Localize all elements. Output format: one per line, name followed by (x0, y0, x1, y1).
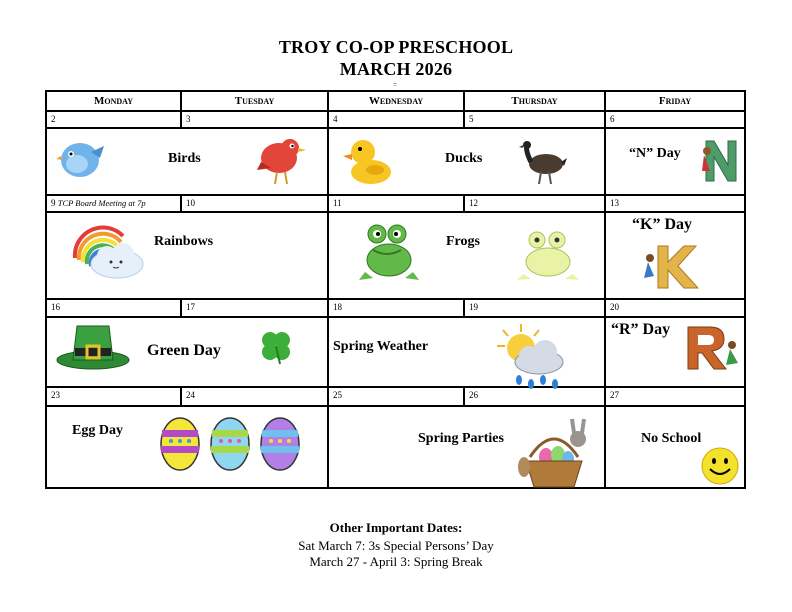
clover-icon (258, 328, 294, 366)
grid-line (604, 90, 606, 489)
grid-line (45, 194, 746, 196)
calendar-month: MARCH 2026 (339, 59, 453, 79)
date-number: 4 (333, 114, 338, 124)
red-bird-icon (257, 134, 307, 188)
easter-egg-icon (159, 416, 201, 472)
grid-line (45, 405, 746, 407)
theme-green-day: Green Day (147, 342, 221, 359)
letter-n-icon (698, 137, 742, 185)
grid-line (463, 110, 465, 129)
grid-line (45, 487, 746, 489)
rainbow-cloud-icon (71, 218, 147, 280)
important-dates-heading: Other Important Dates: (329, 520, 463, 535)
theme-no-school: No School (641, 431, 702, 446)
easter-basket-icon (516, 417, 594, 491)
date-number: 2 (51, 114, 56, 124)
letter-k-icon (640, 240, 706, 292)
weekday-friday: Friday (658, 95, 692, 107)
sun-rain-cloud-icon (493, 322, 569, 392)
date-number: 26 (469, 390, 478, 400)
date-number: 23 (51, 390, 60, 400)
date-number: 6 (610, 114, 615, 124)
date-number: 10 (186, 198, 195, 208)
date-number-9: 9 (51, 198, 56, 208)
date-number: 18 (333, 302, 342, 312)
grid-line (45, 90, 47, 489)
grid-line (45, 386, 746, 388)
weekday-tuesday: Tuesday (234, 95, 275, 107)
theme-n-day: “N” Day (629, 146, 681, 161)
grid-line (45, 127, 746, 129)
pale-frog-icon (517, 230, 579, 282)
date-number: 16 (51, 302, 60, 312)
easter-egg-icon (209, 416, 251, 472)
date-number: 12 (469, 198, 478, 208)
theme-egg-day: Egg Day (72, 423, 123, 438)
school-name: TROY CO-OP PRESCHOOL (278, 37, 514, 57)
bluebird-icon (56, 138, 108, 182)
weekday-thursday: Thursday (511, 95, 558, 107)
date-number: 25 (333, 390, 342, 400)
smiley-icon (700, 446, 740, 486)
letter-r-icon (682, 321, 742, 373)
theme-ducks: Ducks (445, 151, 483, 166)
separator-mark: = (393, 81, 397, 89)
theme-r-day: “R” Day (611, 321, 671, 338)
theme-spring-weather: Spring Weather (333, 339, 429, 354)
weekday-monday: Monday (94, 95, 133, 107)
date-number (51, 196, 146, 211)
grid-line (180, 298, 182, 318)
easter-egg-icon (259, 416, 301, 472)
date-number: 20 (610, 302, 619, 312)
date-number: 3 (186, 114, 191, 124)
grid-line (463, 298, 465, 318)
green-frog-icon (357, 222, 421, 284)
grid-line (180, 194, 182, 213)
theme-k-day: “K” Day (632, 216, 692, 233)
grid-line (45, 298, 746, 300)
theme-birds: Birds (168, 151, 201, 166)
date-number: 17 (186, 302, 195, 312)
date-number: 24 (186, 390, 195, 400)
grid-line (45, 211, 746, 213)
date-number: 19 (469, 302, 478, 312)
grid-line (327, 90, 329, 489)
event-note: TCP Board Meeting at 7p (57, 198, 146, 208)
date-number: 27 (610, 390, 619, 400)
theme-spring-parties: Spring Parties (418, 431, 504, 446)
theme-rainbows: Rainbows (154, 234, 214, 249)
date-number: 13 (610, 198, 619, 208)
weekday-wednesday: Wednesday (368, 95, 424, 107)
important-date-item: Sat March 7: 3s Special Persons’ Day (298, 538, 494, 553)
grid-line (180, 386, 182, 407)
date-number: 11 (333, 198, 342, 208)
grid-line (463, 386, 465, 407)
grid-line (463, 194, 465, 213)
date-number: 5 (469, 114, 474, 124)
theme-frogs: Frogs (446, 234, 480, 249)
leprechaun-hat-icon (55, 320, 131, 372)
grid-line (744, 90, 746, 489)
grid-line (45, 316, 746, 318)
rubber-duck-icon (343, 134, 393, 186)
goose-icon (519, 140, 567, 186)
important-date-item: March 27 - April 3: Spring Break (309, 554, 483, 569)
grid-line (180, 110, 182, 129)
